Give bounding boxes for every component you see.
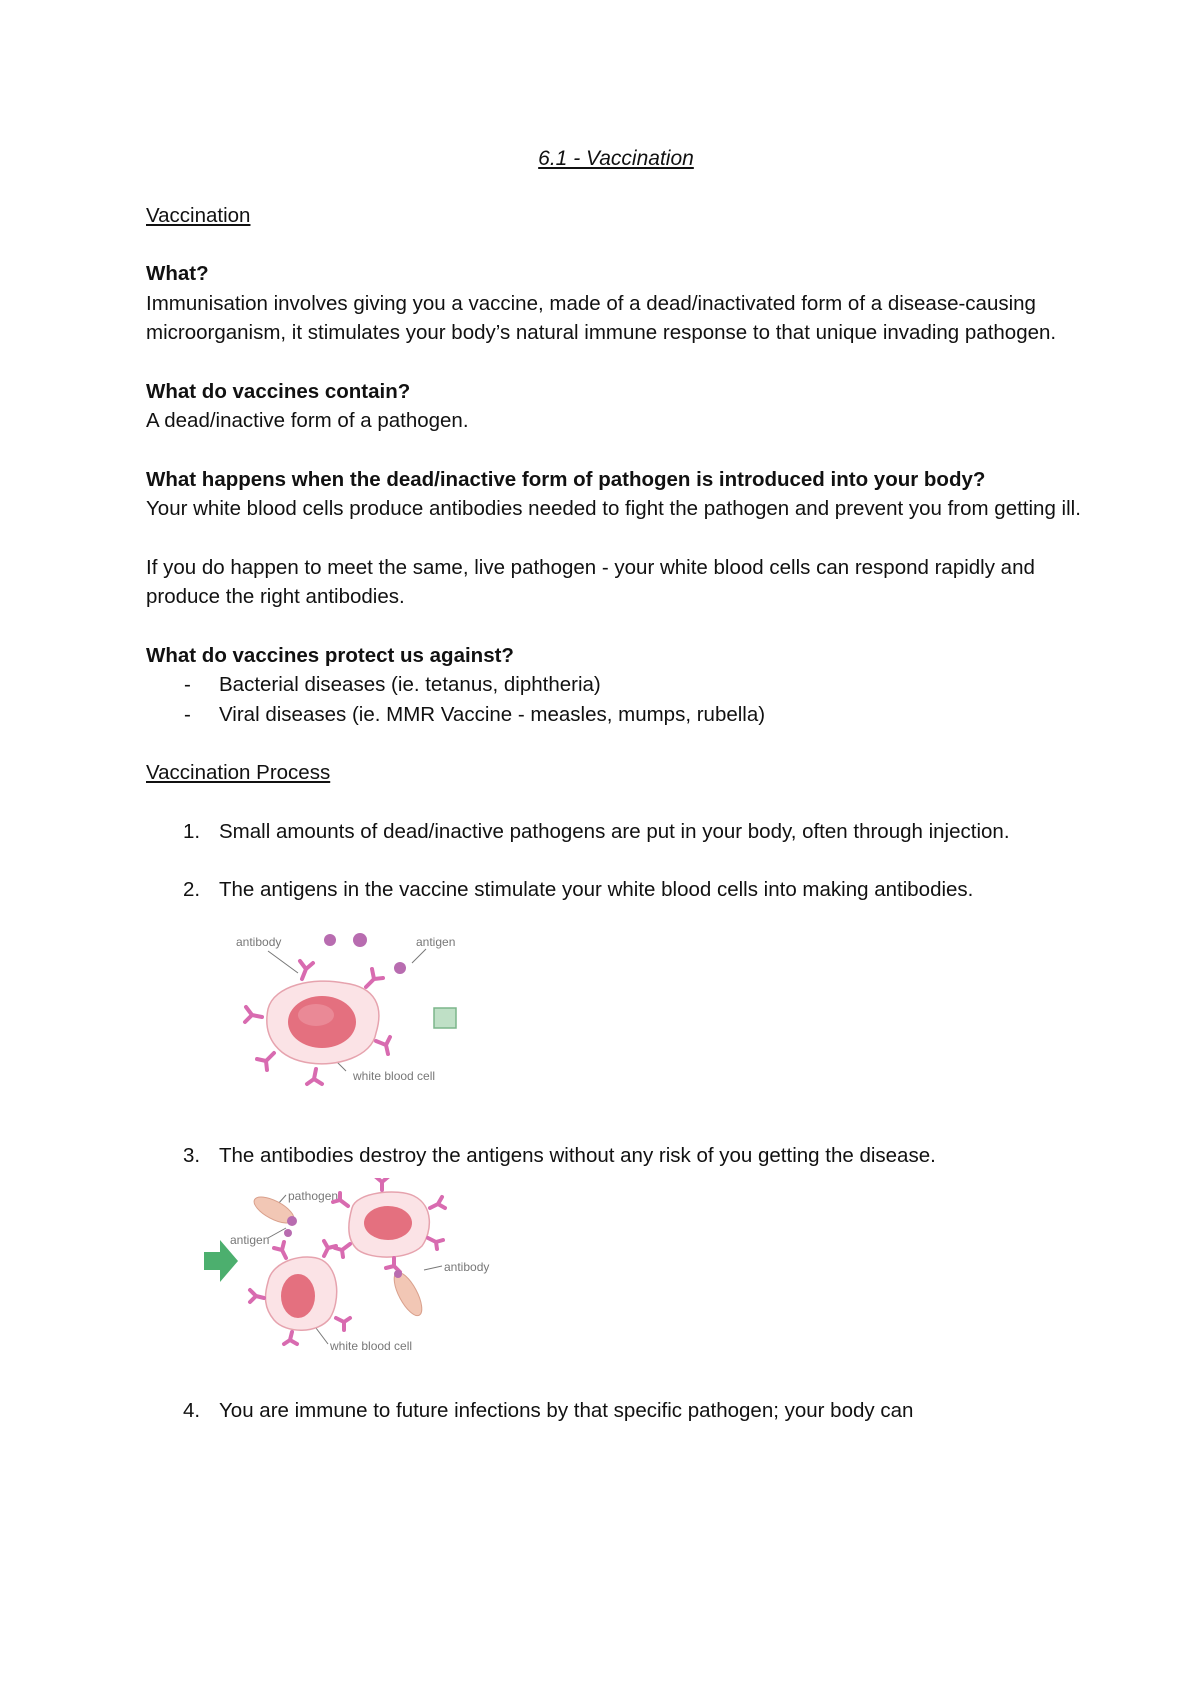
- page-title: 6.1 - Vaccination: [538, 147, 694, 170]
- figure-antibodies-destroy: [146, 1170, 1086, 1396]
- question-protect: What do vaccines protect us against?: [146, 643, 514, 667]
- section-heading-vaccination: Vaccination: [146, 203, 251, 227]
- wbc-antibody-illustration: [216, 921, 546, 1141]
- question-what: What?: [146, 262, 209, 285]
- process-steps: [146, 817, 1086, 847]
- answer-happens: Your white blood cells produce antibodies needed to fight the pathogen and prevent you from getting ill.: [146, 497, 1081, 520]
- section-heading-process: Vaccination Process: [146, 761, 331, 784]
- antigen-icon: [394, 962, 406, 974]
- document-body: [146, 144, 1086, 1426]
- antigen-icon: [287, 1216, 297, 1226]
- label-white-blood-cell: white blood cell: [330, 1339, 413, 1353]
- list-item: - Viral diseases (ie. MMR Vaccine - measles, mumps, rubella): [184, 702, 766, 726]
- label-antibody: antibody: [444, 1260, 490, 1274]
- legend-square-icon: [434, 1008, 456, 1028]
- step-4: 4. You are immune to future infections by that specific pathogen; your body can: [183, 1399, 914, 1422]
- answer-contain: A dead/inactive form of a pathogen.: [146, 409, 469, 432]
- pathogen-icon: [389, 1269, 427, 1320]
- nucleus-icon: [281, 1274, 315, 1318]
- antigen-icon: [394, 1270, 402, 1278]
- question-happens: What happens when the dead/inactive form of pathogen is introduced into your body?: [146, 467, 986, 491]
- answer-what: Immunisation involves giving you a vaccine, made of a dead/inactivated form of a disease-causing microorganism, it stimulates your body’s natural immune response to that unique invading pathogen.: [146, 291, 1057, 344]
- protect-list: [146, 670, 1086, 729]
- antigen-icon: [324, 934, 336, 946]
- label-pathogen: pathogen: [288, 1189, 339, 1203]
- nucleus-icon: [364, 1206, 412, 1240]
- label-antigen: antigen: [230, 1233, 270, 1247]
- step-3: 3. The antibodies destroy the antigens without any risk of you getting the disease.: [183, 1143, 936, 1167]
- label-antibody: antibody: [236, 934, 282, 949]
- list-item: - Bacterial diseases (ie. tetanus, diphtheria): [184, 673, 601, 696]
- figure-wbc-antibodies: [146, 905, 1086, 1141]
- step-1: 1. Small amounts of dead/inactive pathogens are put in your body, often through injection.: [183, 819, 1010, 843]
- answer-happens-2: If you do happen to meet the same, live pathogen - your white blood cells can respond rapidly and produce the right antibodies.: [146, 555, 1035, 608]
- antibody-destroy-illustration: [202, 1178, 532, 1388]
- label-antigen: antigen: [416, 934, 456, 949]
- label-white-blood-cell: white blood cell: [353, 1068, 436, 1083]
- question-contain: What do vaccines contain?: [146, 379, 411, 403]
- step-2: 2. The antigens in the vaccine stimulate your white blood cells into making antibodies.: [183, 878, 974, 901]
- antigen-icon: [353, 933, 367, 947]
- antigen-icon: [284, 1229, 292, 1237]
